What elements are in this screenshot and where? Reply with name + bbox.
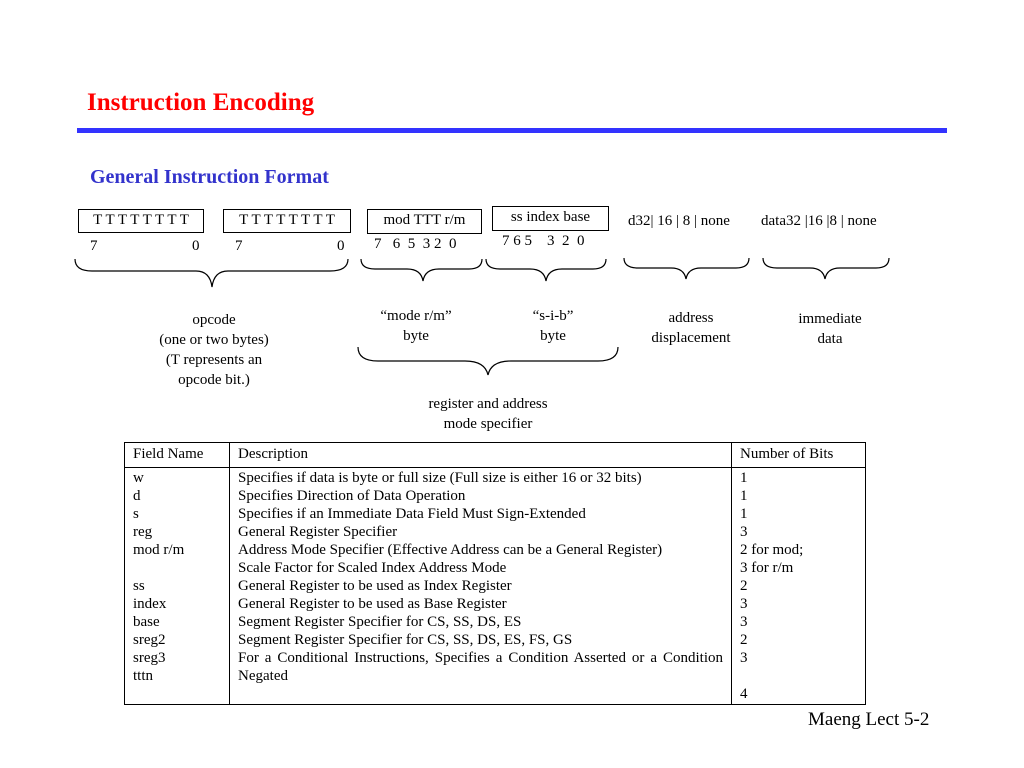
opcode-brace	[75, 259, 348, 287]
field-table	[124, 442, 866, 705]
immediate-field: data32 |16 |8 | none	[761, 213, 877, 229]
footer-page-label: Maeng Lect 5-2	[808, 709, 930, 730]
section-subtitle: General Instruction Format	[90, 166, 329, 188]
header-description: Description	[230, 443, 732, 468]
bits-cell: 1 1 1 3 2 for mod; 3 for r/m 2 3 3 2 3 4	[732, 468, 866, 705]
displacement-field: d32| 16 | 8 | none	[628, 213, 730, 229]
opcode1-bit-low: 0	[192, 238, 200, 254]
sib-label: “s-i-b” byte	[532, 308, 574, 344]
immediate-label: immediate data	[798, 311, 862, 347]
opcode2-bit-low: 0	[337, 238, 345, 254]
opcode1-bit-high: 7	[90, 238, 98, 254]
opcode2-bit-high: 7	[235, 238, 243, 254]
modrm-label: “mode r/m” byte	[380, 308, 452, 344]
displacement-label: address displacement	[651, 310, 731, 346]
header-number-of-bits: Number of Bits	[732, 443, 866, 468]
sib-bit-positions: 7 6 5 3 2 0	[502, 233, 585, 249]
modrm-box: mod TTT r/m	[367, 209, 482, 234]
register-address-brace	[358, 347, 618, 375]
displacement-brace	[624, 258, 749, 279]
modrm-bit-positions: 7 6 5 3 2 0	[374, 236, 457, 252]
field-names-cell: w d s reg mod r/m ss index base sreg2 sreg3 tttn	[125, 468, 230, 705]
table-header-row	[125, 443, 866, 468]
sib-box: ss index base	[492, 206, 609, 231]
opcode-byte1-box: T T T T T T T T	[78, 209, 204, 233]
opcode-byte2-box: T T T T T T T T	[223, 209, 351, 233]
slide-title: Instruction Encoding	[87, 89, 315, 116]
opcode-label: opcode (one or two bytes) (T represents an opcode bit.)	[159, 312, 269, 388]
immediate-brace	[763, 258, 889, 279]
header-field-name: Field Name	[125, 443, 230, 468]
sib-brace	[486, 259, 606, 281]
register-address-label: register and address mode specifier	[428, 396, 548, 432]
modrm-brace	[361, 259, 482, 281]
descriptions-cell: Specifies if data is byte or full size (Full size is either 16 or 32 bits) Specifies Direction of Data Operation Specifies if an Immediate Data Field Must Sign-Extended General Register Specifier Address Mode Specifier (Effective Address can be a General Register) Scale Factor for Scaled Index Address Mode General Register to be used as Index Register General Register to be used as Base Register Segment Register Specifier for CS, SS, DS, ES Segment Register Specifier for CS, SS, DS, ES, FS, GS For a Conditional Instructions, Specifies a Condition Asserted or a Condition Negated	[230, 468, 732, 705]
table-body-row	[125, 468, 866, 705]
